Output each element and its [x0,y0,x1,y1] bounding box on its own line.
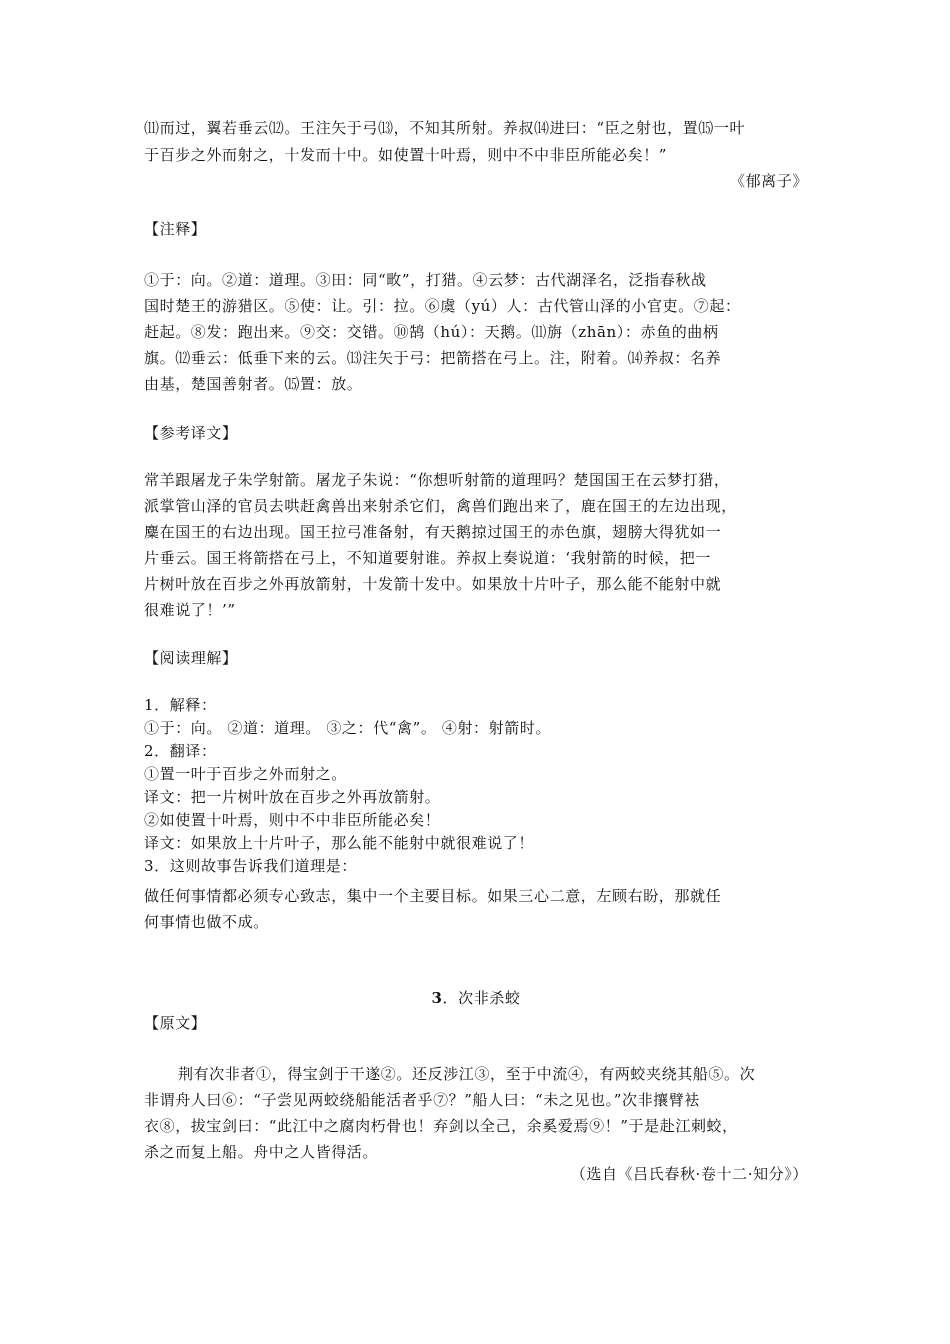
translation-line-5: 片树叶放在百步之外再放箭射，十发箭十发中。如果放十片叶子，那么能不能射中就 [144,575,722,593]
reading-line-6: ②如使置十叶焉，则中不中非臣所能必矣！ [144,811,441,829]
original-source: （选自《吕氏春秋·卷十二·知分》） [570,1165,808,1183]
original-line-3: 衣⑧，拔宝剑曰：“此江中之腐肉朽骨也！弃剑以全己，余奚爱焉⑨！”于是赴江刺蛟， [144,1117,738,1135]
reading-line-8: 3．这则故事告诉我们道理是： [144,857,357,875]
notes-heading: 【注释】 [144,220,207,238]
translation-line-3: 麋在国王的右边出现。国王拉弓准备射，有天鹅掠过国王的赤色旗，翅膀大得犹如一 [144,523,722,541]
yuliz-source: 《郁离子》 [729,172,808,190]
reading-line-2: ①于：向。 ②道：道理。 ③之：代“禽”。 ④射：射箭时。 [144,719,552,737]
yuliz-line-2: 于百步之外而射之，十发而十中。如使置十叶焉，则中不中非臣所能必矣！” [144,146,668,164]
translation-line-2: 派掌管山泽的官员去哄赶禽兽出来射杀它们，禽兽们跑出来了，鹿在国王的左边出现， [144,497,737,515]
translation-line-1: 常羊跟屠龙子朱学射箭。屠龙子朱说：“你想听射箭的道理吗？楚国国王在云梦打猎， [144,471,730,489]
reading-line-3: 2．翻译： [144,742,217,760]
notes-line-3: 赶起。⑧发：跑出来。⑨交：交错。⑩鹄（hú）：天鹅。⑾旃（zhān）：赤鱼的曲柄 [144,323,719,341]
original-heading: 【原文】 [144,1014,207,1032]
section-number: 3 [431,989,443,1007]
original-line-4: 杀之而复上船。舟中之人皆得活。 [144,1143,379,1161]
reading-line-9: 做任何事情都必须专心致志，集中一个主要目标。如果三心二意，左顾右盼，那就任 [144,887,722,905]
reading-line-5: 译文：把一片树叶放在百步之外再放箭射。 [144,788,441,806]
reading-line-7: 译文：如果放上十片叶子，那么能不能射中就很难说了！ [144,834,535,852]
section-title [144,988,808,1008]
reading-line-4: ①置一叶于百步之外而射之。 [144,765,347,783]
reading-line-10: 何事情也做不成。 [144,913,269,931]
notes-line-1: ①于：向。②道：道理。③田：同“畋”，打猎。④云梦：古代湖泽名，泛指春秋战 [144,271,707,289]
reading-heading: 【阅读理解】 [144,649,238,667]
notes-line-2: 国时楚王的游猎区。⑤使：让。引：拉。⑥虞（yú）人：古代管山泽的小官吏。⑦起： [144,297,741,315]
reading-line-1: 1．解释： [144,696,217,714]
translation-heading: 【参考译文】 [144,424,238,442]
original-line-1: 荆有次非者①，得宝剑于干遂②。还反涉江③，至于中流④，有两蛟夹绕其船⑤。次 [178,1065,756,1083]
translation-line-4: 片垂云。国王将箭搭在弓上，不知道要射谁。养叔上奏说道：‘我射箭的时候，把一 [144,549,711,567]
translation-line-6: 很难说了！’” [144,601,236,619]
notes-line-5: 由基，楚国善射者。⒂置：放。 [144,375,363,393]
original-line-2: 非谓舟人曰⑥：“子尝见两蛟绕船能活者乎⑦？”船人曰：“未之见也。”次非攘臂袪 [144,1091,700,1109]
section-title-text: ．次非杀蛟 [442,989,521,1007]
yuliz-line-1: ⑾而过，翼若垂云⑿。王注矢于弓⒀，不知其所射。养叔⒁进曰：“臣之射也，置⒂一叶 [144,119,746,137]
notes-line-4: 旗。⑿垂云：低垂下来的云。⒀注矢于弓：把箭搭在弓上。注，附着。⒁养叔：名养 [144,349,722,367]
